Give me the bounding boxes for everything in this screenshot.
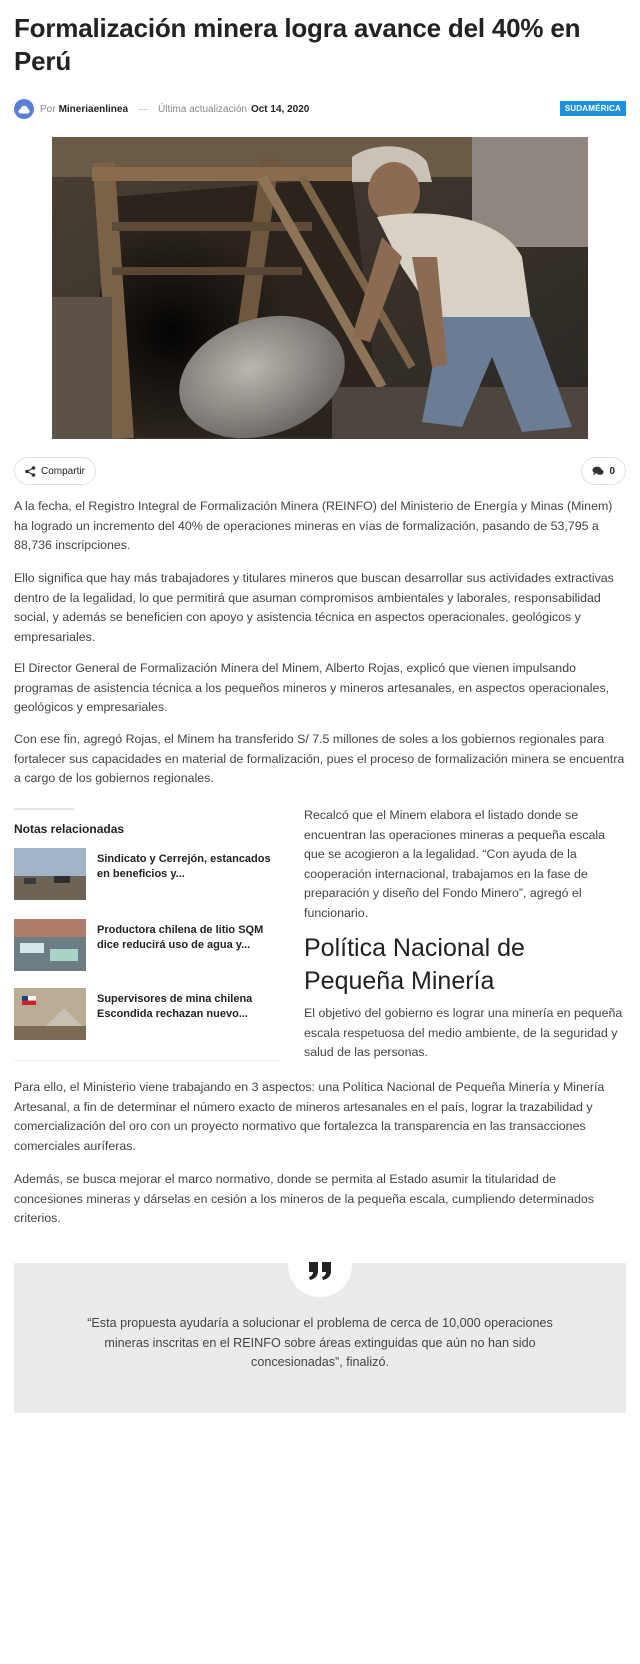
share-button[interactable]: [14, 457, 96, 485]
comments-button[interactable]: [581, 457, 626, 485]
blockquote: [14, 1263, 626, 1413]
related-thumbnail[interactable]: [14, 848, 86, 900]
category-badge[interactable]: SUDAMÉRICA: [560, 101, 626, 116]
related-item[interactable]: [14, 848, 280, 902]
quote-badge: [288, 1245, 352, 1297]
paragraph-1: A la fecha, el Registro Integral de Formalización Minera (REINFO) del Ministerio de Energía y Minas (Minem) ha logrado un incremento del 40% de operaciones mineras en vías de formalización, pasando de 53,795 a 88,736 inscripciones.: [14, 499, 613, 552]
meta-separator: —: [138, 103, 149, 115]
article-title: Formalización minera logra avance del 40% en Perú: [14, 13, 581, 76]
related-heading: Notas relacionadas: [14, 822, 125, 836]
comment-icon: [592, 466, 604, 476]
related-notes: [14, 808, 280, 1020]
related-thumbnail[interactable]: [14, 988, 86, 1040]
related-bottom-divider: [14, 1060, 280, 1061]
related-title[interactable]: Sindicato y Cerrejón, estancados en beneficios y...: [97, 853, 271, 880]
paragraph-2: Ello significa que hay más trabajadores y titulares mineros que buscan desarrollar sus actividades extractivas dentro de la legalidad, lo que permitirá que asuman compromisos ambientales y laborales, responsabilidad social, y además se beneficien con apoyo y asistencia técnica en aspectos operacionales, geológicos y empresariales.: [14, 571, 614, 644]
paragraph-7: Para ello, el Ministerio viene trabajando en 3 aspectos: una Política Nacional de Pequeña Minería y Minería Artesanal, a fin de determinar el número exacto de mineros artesanales en el país, lograr la trazabilidad y comercialización del oro con un proyecto normativo que fortalezca la transparencia en las transacciones comerciales auríferas.: [14, 1080, 605, 1153]
article-meta: [14, 98, 626, 120]
miner-photo: [52, 137, 588, 439]
related-item[interactable]: [14, 988, 280, 1042]
paragraph-3: El Director General de Formalización Minera del Minem, Alberto Rojas, explicó que vienen impulsando programas de asistencia técnica a los pequeños mineros y mineros artesanales, en aspectos operacionales, geológicos y empresariales.: [14, 661, 610, 714]
related-title[interactable]: Supervisores de mina chilena Escondida rechazan nuevo...: [97, 993, 253, 1020]
related-divider: [14, 808, 74, 810]
paragraph-8: Además, se busca mejorar el marco normativo, donde se permita al Estado asumir la titularidad de concesiones mineras y dárselas en cesión a los mineros de la pequeña escala, cumpliendo determinados criterios.: [14, 1172, 594, 1225]
related-title[interactable]: Productora chilena de litio SQM dice reducirá uso de agua y...: [97, 924, 264, 951]
hero-image: [52, 137, 588, 439]
paragraph-6: El objetivo del gobierno es lograr una minería en pequeña escala respetuosa del medio ambiente, de la seguridad y salud de las personas.: [304, 1006, 623, 1059]
paragraph-4: Con ese fin, agregó Rojas, el Minem ha transferido S/ 7.5 millones de soles a los gobiernos regionales para fortalecer sus capacidades en material de formalización, pues el proceso de formalización minera se encuentra a cargo de los gobiernos regionales.: [14, 732, 625, 785]
comment-count: 0: [609, 465, 615, 477]
author-avatar[interactable]: [14, 99, 34, 119]
related-thumbnail[interactable]: [14, 919, 86, 971]
by-label: Por: [40, 103, 56, 115]
share-label: Compartir: [41, 465, 85, 477]
cloud-avatar-icon: [18, 105, 30, 114]
section-heading: Política Nacional de Pequeña Minería: [304, 934, 525, 995]
author-link[interactable]: Mineriaenlinea: [58, 103, 129, 115]
related-item[interactable]: [14, 919, 280, 973]
share-icon: [25, 466, 36, 477]
paragraph-5: Recalcó que el Minem elabora el listado donde se encuentran las operaciones mineras a pequeña escala que se acogieron a la legalidad. “Con ayuda de la cooperación internacional, trabajamos en la fase de preparación y diseño del Fondo Minero”, agregó el funcionario.: [304, 808, 606, 920]
updated-label: Última actualización: [158, 103, 247, 115]
article-date: Oct 14, 2020: [250, 103, 310, 115]
quote-icon: [308, 1262, 332, 1280]
quote-text: “Esta propuesta ayudaría a solucionar el problema de cerca de 10,000 operaciones mineras inscritas en el REINFO sobre áreas extinguidas que aún no han sido concesionadas”, finalizó.: [87, 1316, 553, 1369]
